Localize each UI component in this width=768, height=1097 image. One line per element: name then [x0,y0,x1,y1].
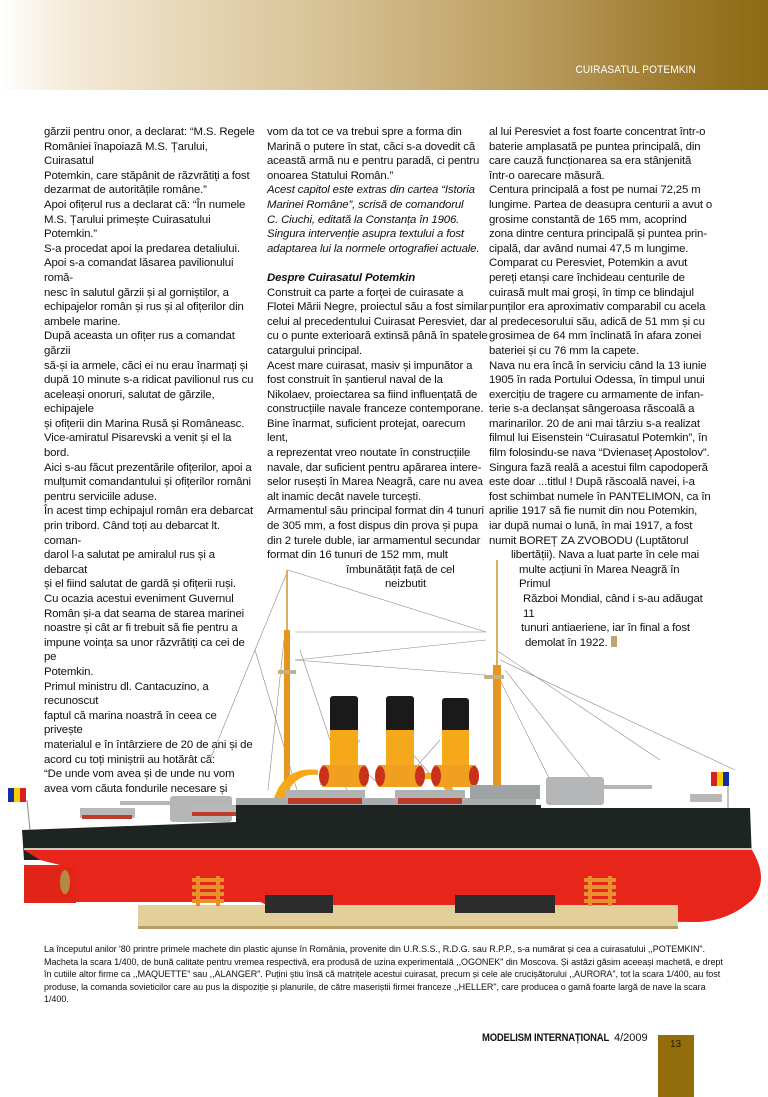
text-line: echipajelor român și rus și al ofițerilor din [44,301,244,314]
text-line: celui al precedentului Cuirasat Peresviet, dar [267,315,487,328]
text-line: Apoi ofițerul rus a declarat că: “În numele [44,198,246,211]
text-line: aceleași onoruri, salutat de gărzile, echipajele [44,388,215,416]
text-line: adaptarea lui la normele ortografiei actuale. [267,242,480,255]
text-line: “De unde vom avea și de unde nu vom [44,768,235,781]
text-line: pereți etanși care închideau centurile de [489,271,685,284]
text-line: Armamentul său principal format din 4 tunuri [267,505,484,518]
text-line: În acest timp echipajul român era debarcat [44,505,253,518]
section-title: CUIRASATUL POTEMKIN [575,64,696,76]
flag-stern [8,788,30,830]
text-line: aprilie 1917 să fie numit din nou Potemkin, [489,505,698,518]
battleship-model-photo [0,560,768,940]
text-line: Bine înarmat, suficient protejat, oarecum lent, [267,417,466,445]
text-line: Român și-a dat seama de starea marinei [44,607,245,620]
text-line: construcțiile navale franceze contemporane. [267,403,484,416]
text-line: navale, dar suficient pentru apărarea intere- [267,461,482,474]
text-line: 1905 în rada Portului Odessa, în timpul unui [489,374,705,387]
page-number: 13 [670,1039,682,1050]
stand-plaque [265,895,333,913]
text-line: grosime constantă de 165 mm, acoprind [489,213,687,226]
text-line: a reprezentat vreo noutate în construcțiile [267,447,471,460]
text-line: impune voința sa unor răzvrătiți ca cei de pe [44,636,245,664]
display-stand [138,905,678,929]
text-line: noastre și cât ar fi trebuit să fie pentru a [44,622,238,635]
text-line: dezarmat de autoritățile române.” [44,184,207,197]
text-line: Singura intervenție asupra textului a fost [267,228,464,241]
text-line: M.S. Țarului primește Cuirasatului Potemkin.” [44,213,211,241]
text-line: și ofițerii din Marina Rusă și Româneasc. [44,417,245,430]
text-line: exercițiu de tragere cu armamente de infan- [489,388,704,401]
text-line: cuirasă mult mai groși, în timp ce blindajul [489,286,694,299]
text-line: care cauză funcționarea sa era stânjenită [489,155,692,168]
text-line: după 10 minute s-a ridicat pavilionul rus cu [44,374,254,387]
text-line: Cu ocazia acestui eveniment Guvernul [44,593,234,605]
text-line: Marinei Române”, scrisă de comandorul [267,198,464,211]
propeller [60,870,70,894]
aft-turret [546,777,604,805]
flag-bow [711,772,729,808]
text-line: al lui Peresviet a fost foarte concentrat într-o [489,126,706,138]
text-line: să-și ia armele, căci ei nu erau înarmați și [44,359,248,372]
text-column-2 [267,125,489,592]
funnels [319,696,479,787]
text-line: mulțumit comandantului și ofițerilor români [44,476,251,489]
text-line: pentru serviciile aduse. [44,490,157,503]
magazine-name: MODELISM INTERNAȚIONAL [482,1032,610,1044]
text-line: vom da tot ce va trebui spre a forma din [267,126,462,138]
text-line: îmbunătățit față de cel [346,563,455,576]
text-line: ambele marine. [44,315,121,328]
text-line: și el fiind salutat de gardă și ofițerii ruși. [44,578,236,591]
text-line: lungime. Partea de deasupra centurii a avut o [489,198,713,211]
text-line: Construit ca parte a forței de cuirasate a [267,286,464,299]
text-line: cu o punte exterioară extinsă până în spatele [267,330,488,343]
text-line: darol l-a salutat pe amiralul rus și a debarcat [44,549,215,576]
text-line: Vice-amiratul Pisarevski a venit și el la bord. [44,432,232,460]
text-line: din 2 turele duble, iar armamentul secundar [267,534,481,547]
text-line: Acest capitol este extras din cartea “Istoria [267,184,475,197]
text-line: al predecesorului său, adică de 51 mm și cu [489,315,705,328]
text-line: punților era aproximativ comparabil cu acela [489,301,706,314]
text-line: într-o oarecare măsură. [489,169,605,182]
text-line: fost construit în șantierul naval de la [267,374,443,387]
text-line: nesc în salutul gărzii și al gorniștilor, a [44,286,229,299]
text-line: Acest mare cuirasat, masiv și impunător a [267,359,473,372]
text-line: zona dintre centura principală și puntea prin- [489,228,707,241]
text-line: fost schimbat numele în PANTELIMON, ca în [489,490,711,503]
text-line: Singura fază reală a acestui film capodoperă [489,461,708,474]
text-line: Centura principală a fost pe numai 72,25 m [489,184,701,197]
text-line: catargului principal. [267,344,362,357]
text-line: format din 16 tunuri de 152 mm, mult [267,549,448,562]
text-line: faptul că marina noastră în ceea ce privește [44,709,217,737]
text-line: numit BOREȚ ZA ZVOBODU (Luptătorul [489,534,689,547]
text-line: Primul ministru dl. Cantacuzino, a recunoscut [44,680,209,708]
text-line: României înapoiază M.S. Țarului, Cuirasatul [44,140,208,168]
text-line: Nikolaev, proiectarea sa fiind influențată de [267,388,478,401]
text-line: Potemkin, care stăpânit de răzvrătiți a fost [44,169,250,182]
text-line: cipală, dar având numai 47,5 m lungime. [489,242,689,255]
text-line: iar după numai o lună, în mai 1917, a fost [489,520,693,533]
text-line: acord cu toți miniștrii au hotărât că: [44,753,215,766]
text-line: După aceasta un ofițer rus a comandat gărzii [44,330,235,357]
text-line: tunuri antiaeriene, iar în final a fost [521,622,690,635]
text-line: terie s-a declanșat sângeroasa răscoală a [489,403,695,416]
text-line: demolat în 1922. [525,636,608,649]
text-line: grosimea de 64 mm înclinată în afara zonei [489,330,702,343]
text-line: multe acțiuni în Marea Neagră în Primul [519,563,680,591]
subheading: Despre Cuirasatul Potemkin [267,271,416,284]
text-line: C. Ciuchi, editată la Constanța în 1906. [267,213,460,226]
text-line: S-a procedat apoi la predarea detaliului. [44,242,240,255]
text-line: Nava nu era încă în serviciu când la 13 iunie [489,359,707,372]
text-line: avea vom căuta fondurile necesare și [44,782,228,795]
text-line: prin tribord. Când toți au debarcat lt. coman- [44,520,220,547]
text-line: filmul lui Eisenstein “Cuirasatul Potemkin”, în [489,432,708,445]
text-line: onoarea Statului Român.” [267,169,394,182]
text-line: această armă nu e pentru paradă, ci pentru [267,155,480,168]
text-line: de 305 mm, a fost dispus din prova și pupa [267,520,478,533]
text-line: libertății). Nava a luat parte în cele mai [511,549,700,562]
text-line: baterie amplasată pe puntea principală, din [489,140,701,153]
issue-number: 4/2009 [614,1032,648,1044]
text-line: marinarilor. 20 de ani mai târziu s-a realizat [489,417,700,430]
text-line: alt inamic decât navele turcești. [267,490,421,503]
header-band [0,0,768,90]
waterline-stripe [24,848,752,850]
text-line: gărzii pentru onor, a declarat: “M.S. Regele [44,126,255,138]
stand-plaque [455,895,555,913]
photo-caption: La începutul anilor '80 printre primele machete din plastic ajunse în România, provenite din U.R.S.S., R.D.G. sau R.P.P., s-a numărat și cea a cuirasatului ,,POTEMKIN". Macheta la scara 1/400, de bună calitate pentru vremea respectivă, era produsă de uzina experimentală ,,OGONEK" din Moscova. Și astăzi găsim aceeași machetă, e drept în cutiile altor firme ca ,,MAQUETTE" sau ,,ALANGER". Puțini știu însă că matrițele acestui cuirasat, precum și cele ale crucișătorului ,,AURORA", tot la scara 1/400, au fost produse, la comanda sovieticilor care au pus la dispoziție și planurile, de către maseriștii firmei franceze ,,HELLER", care producea o gamă foarte largă de nave la scara 1/400. [44,944,723,1005]
text-line: selor rusești în Marea Neagră, care nu avea [267,476,483,489]
text-line: Aici s-au făcut prezentările ofițerilor, apoi a [44,461,252,474]
text-line: bateriei și cu 76 mm la capete. [489,344,639,357]
text-line: Apoi s-a comandat lăsarea pavilionului romă- [44,257,234,284]
text-line: materialul e în întârziere de 20 de ani și de [44,738,253,751]
text-line: Potemkin. [44,665,94,678]
text-line: este doar ...titlul ! După răscoală navei, i-a [489,476,695,489]
text-line: Comparat cu Peresviet, Potemkin a avut [489,257,688,270]
text-line: Flotei Mării Negre, proiectul său a fost similar [267,301,488,314]
text-line: neizbutit [385,578,427,591]
text-line: film folosindu-se nava “Dvienaseț Apostolov”. [489,447,710,460]
text-line: Marină o putere în stat, căci s-a dovedit că [267,140,476,153]
text-line: Război Mondial, când i s-au adăugat 11 [523,593,703,620]
